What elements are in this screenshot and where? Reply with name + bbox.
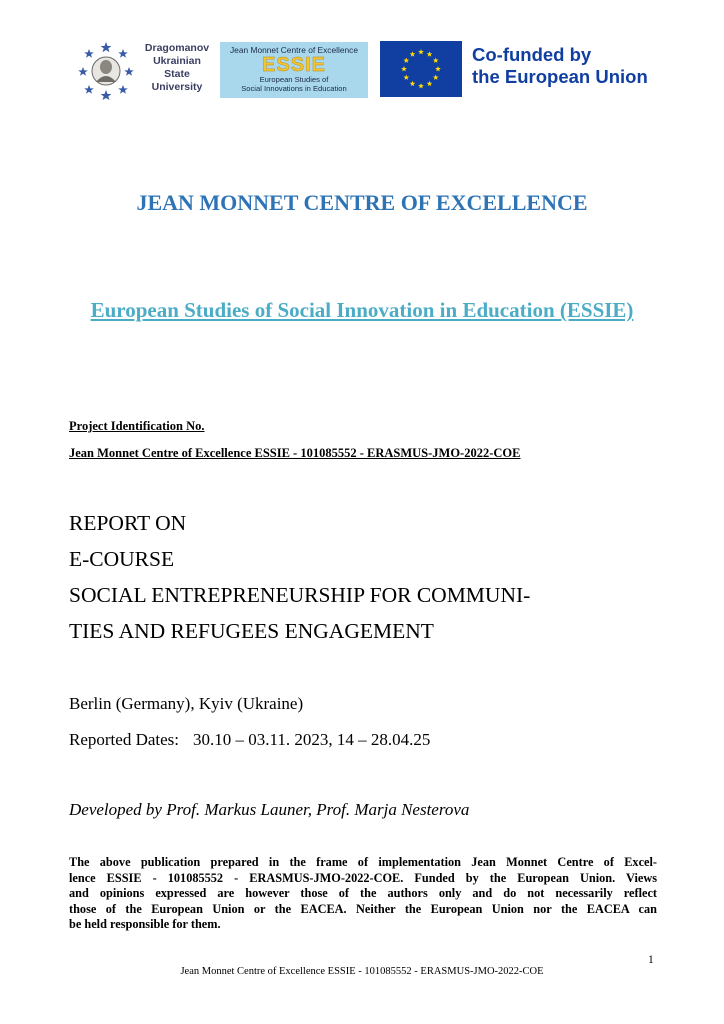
university-name-line: University: [151, 81, 203, 93]
page-title: JEAN MONNET CENTRE OF EXCELLENCE: [136, 190, 588, 215]
reported-dates: [69, 730, 430, 750]
disclaimer-line: The above publication prepared in the frame of implementation Jean Monnet Centre of Excel-: [69, 855, 657, 869]
project-id-label: Project Identification No.: [69, 419, 205, 433]
essie-logo: [220, 42, 368, 98]
university-logo: [78, 40, 228, 100]
authors: Developed by Prof. Markus Launer, Prof. Marja Nesterova: [69, 800, 470, 819]
disclaimer-line: lence ESSIE - 101085552 - ERASMUS-JMO-2022-COE. Funded by the European Union. Views: [69, 870, 657, 885]
report-title-line: E-COURSE: [69, 547, 175, 571]
eu-cofunded-line: Co-funded by: [472, 44, 592, 65]
report-title-line: TIES AND REFUGEES ENGAGEMENT: [69, 619, 434, 643]
reported-dates-label: Reported Dates:: [69, 730, 179, 749]
disclaimer-line: be held responsible for them.: [69, 917, 221, 931]
page-subtitle: European Studies of Social Innovation in Education (ESSIE): [90, 298, 634, 322]
university-name-line: State: [164, 68, 190, 80]
essie-logo-name: ESSIE: [262, 54, 326, 76]
location: Berlin (Germany), Kyiv (Ukraine): [69, 694, 304, 713]
disclaimer-line: those of the European Union or the EACEA. Neither the European Union nor the EACEA can: [69, 901, 657, 916]
university-name: [132, 42, 222, 94]
report-title: [69, 507, 669, 651]
disclaimer: [69, 855, 657, 933]
eu-cofunded-text: [472, 44, 662, 88]
report-title-line: SOCIAL ENTREPRENEURSHIP FOR COMMUNI-: [69, 583, 531, 607]
university-name-line: Dragomanov: [144, 42, 210, 54]
essie-logo-sub: European Studies of: [259, 75, 329, 84]
page-number: 1: [648, 954, 654, 966]
project-id-value: Jean Monnet Centre of Excellence ESSIE - 101085552 - ERASMUS-JMO-2022-COE: [69, 446, 521, 460]
essie-logo-top: Jean Monnet Centre of Excellence: [229, 45, 359, 55]
report-title-line: REPORT ON: [69, 511, 187, 535]
eu-cofunded-line: the European Union: [472, 66, 648, 87]
eu-flag-icon: [380, 41, 462, 97]
university-name-line: Ukrainian: [153, 55, 201, 67]
reported-dates-value: 30.10 – 03.11. 2023, 14 – 28.04.25: [193, 730, 431, 749]
university-seal-icon: [78, 40, 134, 100]
disclaimer-line: and opinions expressed are however those of the authors only and do not necessarily reflect: [69, 886, 657, 900]
page-footer: Jean Monnet Centre of Excellence ESSIE - 101085552 - ERASMUS-JMO-2022-COE: [180, 966, 544, 977]
essie-logo-sub: Social Innovations in Education: [241, 84, 347, 93]
